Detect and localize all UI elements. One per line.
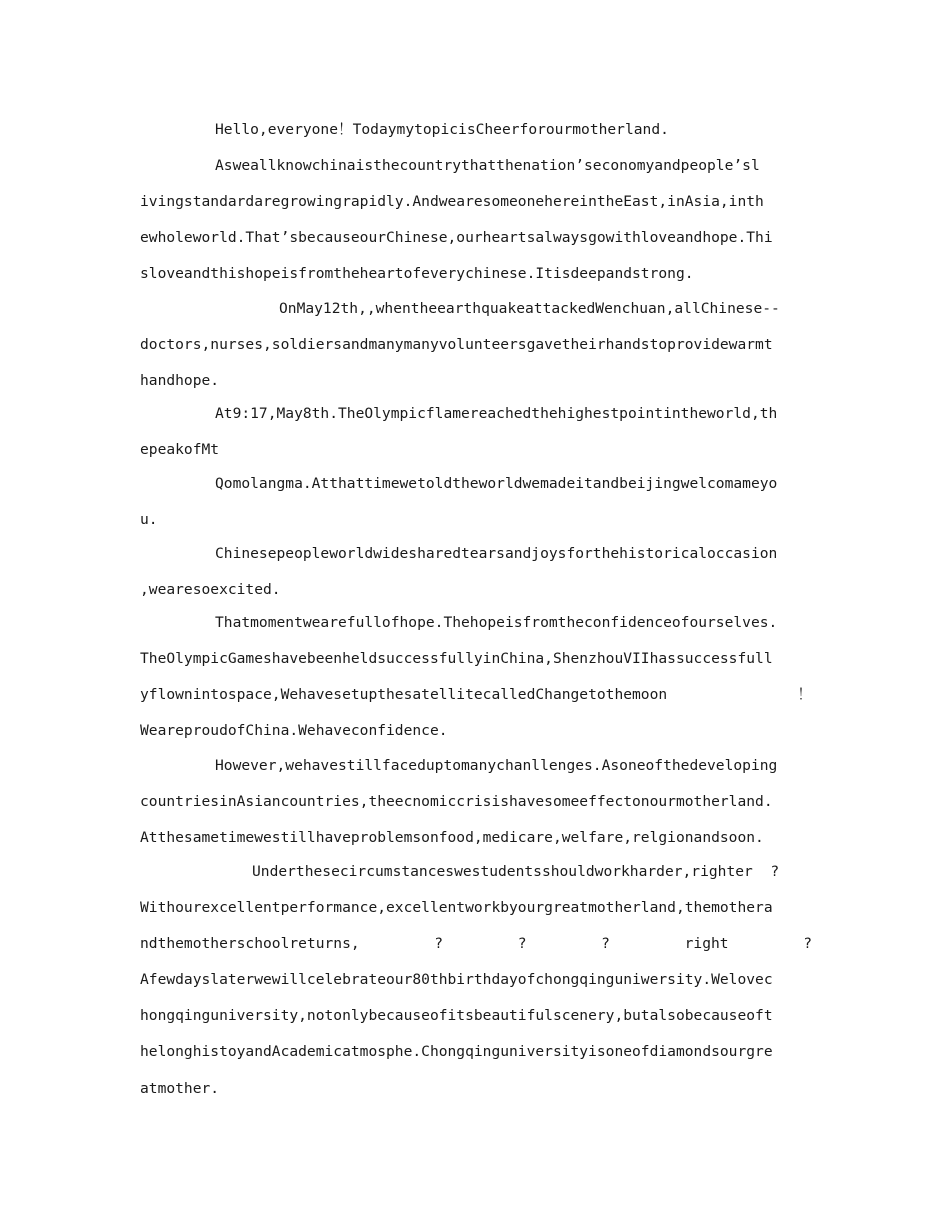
text-line: Thatmomentwearefullofhope.Thehopeisfromtheconfidenceofourselves.	[215, 614, 778, 631]
text-line: Underthesecircumstanceswestudentsshouldworkharder,righter ?	[252, 863, 780, 880]
text-line: atmother.	[140, 1080, 220, 1097]
text-line: At9:17,May8th.TheOlympicflamereachedthehighestpointintheworld,th	[215, 405, 778, 422]
text-line: Withourexcellentperformance,excellentworkbyourgreatmotherland,themothera	[140, 899, 773, 916]
text-line: Asweallknowchinaisthecountrythatthenation’seconomyandpeople’sl	[215, 157, 760, 174]
text-line: ndthemotherschoolreturns, ? ? ? right ?	[140, 935, 812, 952]
text-line: WeareproudofChina.Wehaveconfidence.	[140, 722, 448, 739]
text-line: Afewdayslaterwewillcelebrateour80thbirthdayofchongqinguniwersity.Welovec	[140, 971, 773, 988]
text-line: Chinesepeopleworldwidesharedtearsandjoysforthehistoricaloccasion	[215, 545, 778, 562]
text-line: helonghistoyandAcademicatmosphe.Chongqinguniversityisoneofdiamondsourgre	[140, 1043, 773, 1060]
text-line: ,wearesoexcited.	[140, 581, 281, 598]
text-line: Hello,everyone！TodaymytopicisCheerforourmotherland.	[215, 121, 669, 138]
text-line: However,wehavestillfaceduptomanychanllenges.Asoneofthedeveloping	[215, 757, 778, 774]
text-line: hongqinguniversity,notonlybecauseofitsbeautifulscenery,butalsobecauseoft	[140, 1007, 773, 1024]
text-line: ivingstandardaregrowingrapidly.AndwearesomeonehereintheEast,inAsia,inth	[140, 193, 764, 210]
text-line: doctors,nurses,soldiersandmanymanyvolunteersgavetheirhandstoprovidewarmt	[140, 336, 773, 353]
text-line: OnMay12th,,whentheearthquakeattackedWenchuan,allChinese--	[279, 300, 780, 317]
text-line: yflownintospace,WehavesetupthesatellitecalledChangetothemoon ！	[140, 686, 812, 703]
text-line: Qomolangma.Atthattimewetoldtheworldwemadeitandbeijingwelcomameyo	[215, 475, 778, 492]
text-line: handhope.	[140, 372, 220, 389]
text-line: u.	[140, 511, 158, 528]
text-line: Atthesametimewestillhaveproblemsonfood,medicare,welfare,relgionandsoon.	[140, 829, 764, 846]
text-line: epeakofMt	[140, 441, 220, 458]
text-line: sloveandthishopeisfromtheheartofeverychinese.Itisdeepandstrong.	[140, 265, 694, 282]
text-line: ewholeworld.That’sbecauseourChinese,ourheartsalwaysgowithloveandhope.Thi	[140, 229, 773, 246]
text-line: countriesinAsiancountries,theecnomiccrisishavesomeeffectonourmotherland.	[140, 793, 773, 810]
text-line: TheOlympicGameshavebeenheldsuccessfullyinChina,ShenzhouVIIhassuccessfull	[140, 650, 773, 667]
